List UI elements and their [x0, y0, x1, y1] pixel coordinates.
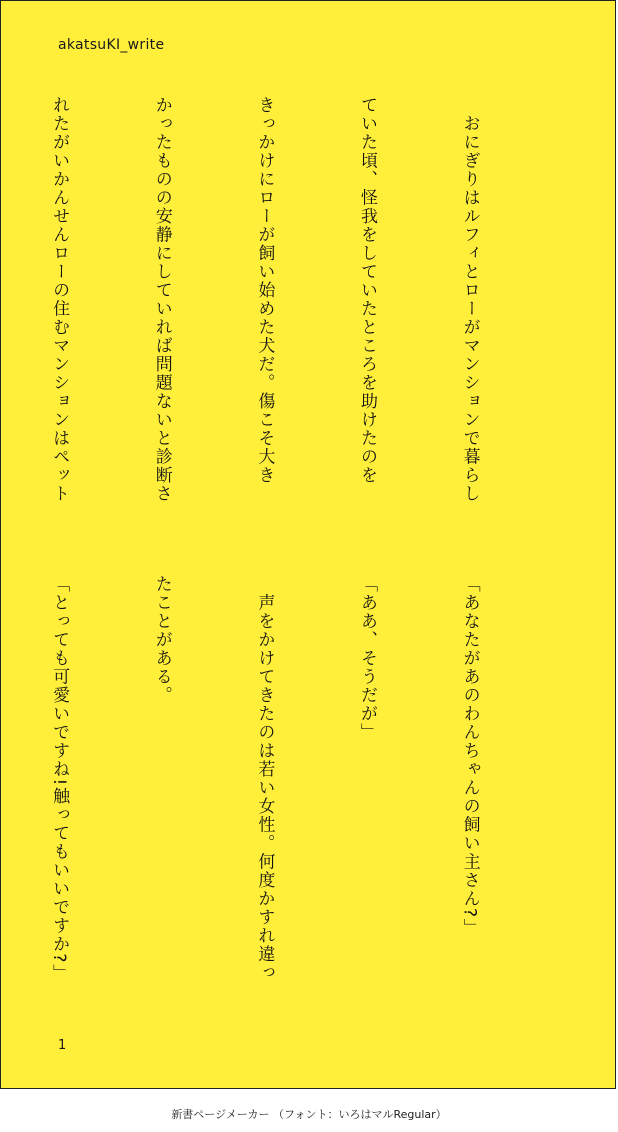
text-line: たことがある。 [151, 575, 172, 705]
lower-text-block [0, 575, 555, 1015]
footer-caption: 新書ページメーカー （フォント：いろはマルRegular） [171, 1108, 447, 1121]
text-line: れたがいかんせんローの住むマンションはペット [49, 96, 70, 503]
text-line: 声をかけてきたのは若い女性。何度かすれ違っ [254, 575, 275, 982]
page-number: 1 [58, 1038, 67, 1053]
upper-text-block [0, 96, 555, 536]
text-line: きっかけにローが飼い始めた犬だ。傷こそ大き [254, 96, 275, 485]
text-line: おにぎりはルフィとローがマンションで暮らし [459, 96, 480, 503]
text-line: ていた頃、怪我をしていたところを助けたのを [356, 96, 377, 485]
text-line: 「ああ、そうだが」 [356, 575, 377, 742]
text-line: 「とっても可愛いですね!触ってもいいですか?」 [49, 575, 70, 983]
author-handle: akatsuKI_write [58, 37, 165, 53]
text-line: かったものの安静にしていれば問題ないと診断さ [151, 96, 172, 503]
text-line: 「あなたがあのわんちゃんの飼い主さん?」 [459, 575, 480, 938]
